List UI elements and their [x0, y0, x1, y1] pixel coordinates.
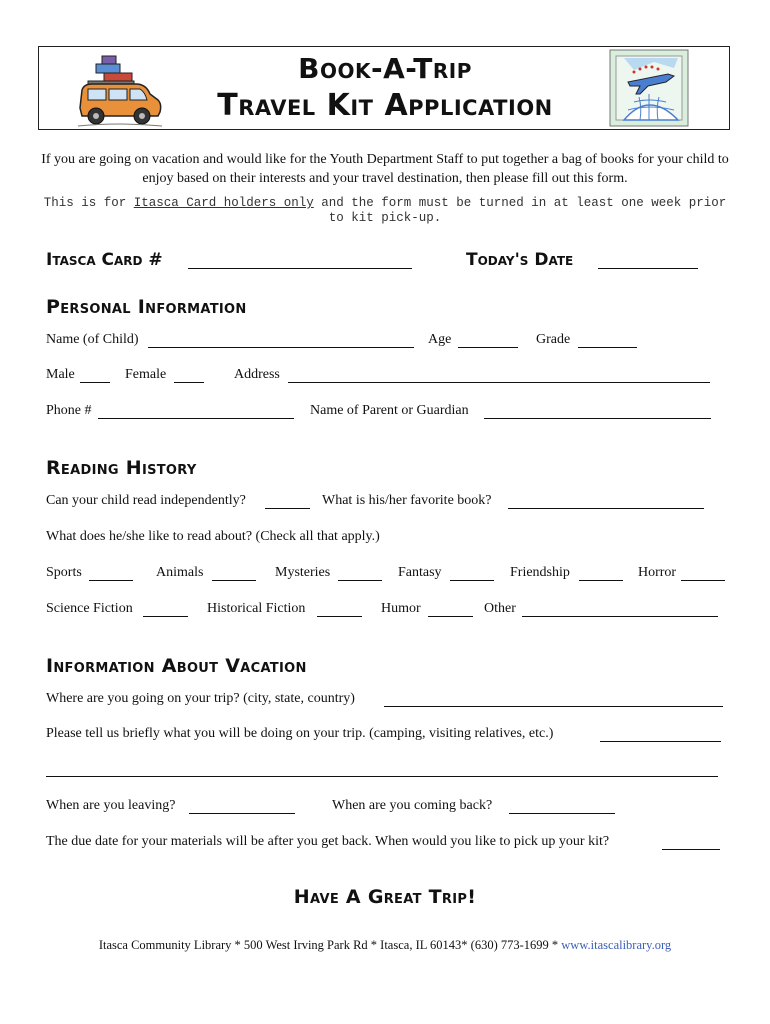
pickup-date-label: The due date for your materials will be after you get back. When would you like to pick up your kit?	[46, 834, 610, 849]
topic-other-label: Other	[484, 601, 516, 616]
grade-label: Grade	[536, 332, 571, 347]
topic-humor-field[interactable]	[428, 616, 473, 617]
topics-prompt: What does he/she like to read about? (Check all that apply.)	[46, 529, 380, 544]
trip-activities-label: Please tell us briefly what you will be doing on your trip. (camping, visiting relatives, etc.)	[46, 726, 554, 741]
topic-fantasy-label: Fantasy	[398, 565, 442, 580]
return-date-label: When are you coming back?	[332, 798, 493, 813]
phone-field[interactable]	[98, 418, 294, 419]
address-label: Address	[234, 367, 280, 382]
trip-activities-field-line2[interactable]	[46, 776, 718, 777]
phone-label: Phone #	[46, 403, 92, 418]
parent-name-label: Name of Parent or Guardian	[310, 403, 469, 418]
topic-animals-label: Animals	[156, 565, 204, 580]
intro-paragraph: If you are going on vacation and would like for the Youth Department Staff to put together a bag of books for your child to enjoy based on their interests and your travel destination, then please fill out this form.	[41, 152, 729, 186]
topic-sports-label: Sports	[46, 565, 82, 580]
eligibility-note: This is for Itasca Card holders only and the form must be turned in at least one week prior to kit pick-up.	[43, 196, 727, 225]
topic-sports-field[interactable]	[89, 580, 133, 581]
child-name-field[interactable]	[148, 347, 414, 348]
female-label: Female	[125, 367, 167, 382]
trip-activities-field[interactable]	[600, 741, 721, 742]
favorite-book-field[interactable]	[508, 508, 704, 509]
favorite-book-label: What is his/her favorite book?	[322, 493, 492, 508]
male-label: Male	[46, 367, 75, 382]
male-field[interactable]	[80, 382, 110, 383]
footer-address: Itasca Community Library * 500 West Irving Park Rd * Itasca, IL 60143* (630) 773-1699 *	[98, 938, 562, 952]
leaving-date-label: When are you leaving?	[46, 798, 176, 813]
page-title-line1: Book-A-Trip	[298, 52, 472, 85]
leaving-date-field[interactable]	[189, 813, 295, 814]
topic-historical-fiction-field[interactable]	[317, 616, 362, 617]
page-title-line2: Travel Kit Application	[217, 88, 553, 123]
topic-horror-field[interactable]	[681, 580, 725, 581]
topic-mysteries-field[interactable]	[338, 580, 382, 581]
closing-message: Have A Great Trip!	[293, 886, 477, 908]
itasca-card-label: Itasca Card #	[46, 250, 163, 270]
topic-humor-label: Humor	[381, 601, 421, 616]
todays-date-field[interactable]	[598, 268, 698, 269]
topic-mysteries-label: Mysteries	[275, 565, 331, 580]
section-vacation-information: Information About Vacation	[46, 655, 307, 677]
library-website-link[interactable]: www.itascalibrary.org	[561, 938, 672, 952]
destination-label: Where are you going on your trip? (city, state, country)	[46, 691, 355, 706]
age-field[interactable]	[458, 347, 518, 348]
grade-field[interactable]	[578, 347, 637, 348]
read-independently-label: Can your child read independently?	[46, 493, 246, 508]
topic-other-field[interactable]	[522, 616, 718, 617]
read-independently-field[interactable]	[265, 508, 310, 509]
topic-horror-label: Horror	[638, 565, 677, 580]
topic-animals-field[interactable]	[212, 580, 256, 581]
topic-science-fiction-label: Science Fiction	[46, 601, 133, 616]
todays-date-label: Today's Date	[466, 250, 574, 270]
section-reading-history: Reading History	[46, 457, 197, 479]
parent-name-field[interactable]	[484, 418, 711, 419]
itasca-card-field[interactable]	[188, 268, 412, 269]
pickup-date-field[interactable]	[662, 849, 720, 850]
return-date-field[interactable]	[509, 813, 615, 814]
footer-contact	[0, 938, 770, 953]
topic-friendship-field[interactable]	[579, 580, 623, 581]
topic-science-fiction-field[interactable]	[143, 616, 188, 617]
section-personal-information: Personal Information	[46, 296, 247, 318]
topic-fantasy-field[interactable]	[450, 580, 494, 581]
destination-field[interactable]	[384, 706, 723, 707]
age-label: Age	[428, 332, 452, 347]
address-field[interactable]	[288, 382, 710, 383]
topic-historical-fiction-label: Historical Fiction	[207, 601, 306, 616]
female-field[interactable]	[174, 382, 204, 383]
child-name-label: Name (of Child)	[46, 332, 139, 347]
topic-friendship-label: Friendship	[510, 565, 570, 580]
